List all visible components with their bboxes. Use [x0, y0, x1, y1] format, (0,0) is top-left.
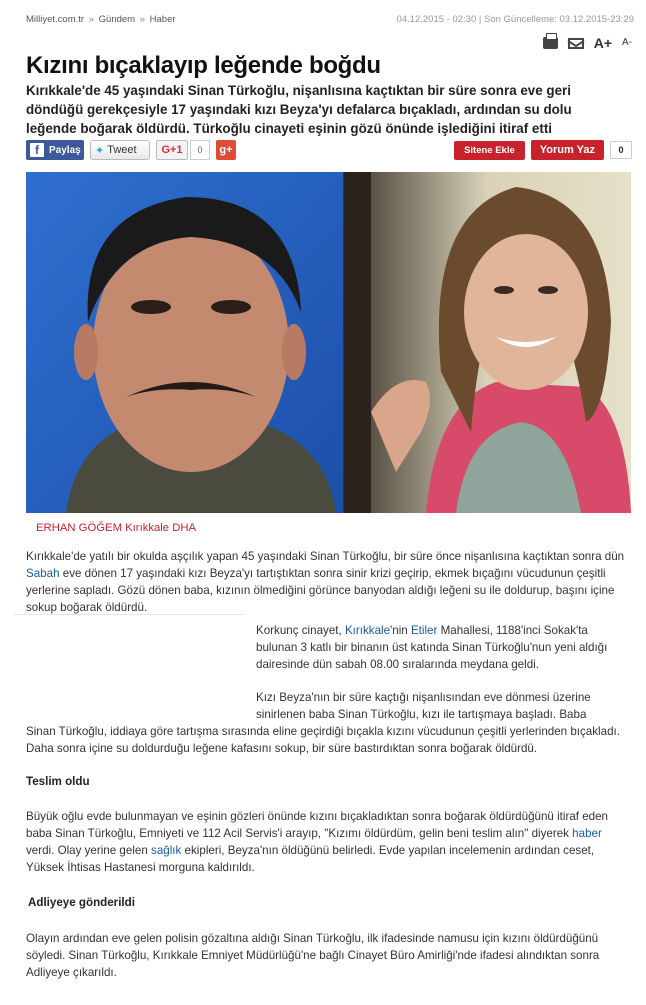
article-photo-image [26, 172, 631, 513]
article-actions [454, 140, 632, 160]
top-bar [26, 14, 634, 25]
paragraph-4-text-b: verdi. Olay yerine gelen [26, 844, 152, 857]
paragraph-1-text-b: eve dönen 17 yaşındaki kızı Beyza'yı tartıştıktan sonra sinir krizi geçirip, ekmek bıçağını vücudunun çeşitli yerlerine sapladı. Gözü dönen baba, kızının ölmediğini görünce banyodan aldığı leğeni su ile doldurup, başını içine sokup boğarak öldürdü. [26, 567, 615, 614]
breadcrumb-separator: » [88, 14, 94, 25]
article-summary: Kırıkkale'de 45 yaşındaki Sinan Türkoğlu, nişanlısına kaçtıktan bir süre sonra eve geri döndüğü gerekçesiyle 17 yaşındaki kızı Beyza'yı defalarca bıçakladı, ardından su dolu leğende boğarak öldürdü. Türkoğlu cinayeti eşinin gözü önünde işlediğini itiraf etti [26, 83, 572, 136]
font-increase-button[interactable]: A+ [593, 35, 612, 51]
write-comment-button[interactable]: Yorum Yaz [531, 140, 604, 160]
paragraph-4-text-a: Büyük oğlu evde bulunmayan ve eşinin gözleri önünde kızını bıçakladıktan sonra boğarak öldürdüğünü itiraf eden baba Sinan Türkoğlu, Emniyeti ve 112 Acil Servis'i arayıp, "Kızımı öldürdüm, gelin beni teslim alın" diyerek [26, 810, 609, 840]
paragraph-1-text-a: Kırıkkale'de yatılı bir okulda aşçılık yapan 45 yaşındaki Sinan Türkoğlu, bir süre önce nişanlısına kaçtıktan sonra dün [26, 550, 625, 563]
breadcrumb-category[interactable]: Haber [149, 14, 176, 25]
paragraph-2-text-a: Korkunç cinayet, [256, 624, 345, 637]
article-tools [543, 36, 632, 50]
paragraph-2 [256, 622, 631, 673]
paragraph-2-text-b: 'nin [390, 624, 411, 637]
breadcrumb-site[interactable]: Milliyet.com.tr [26, 14, 85, 25]
published-date: 04.12.2015 - 02:30 [396, 14, 477, 25]
article-dates [396, 14, 634, 25]
article-photo [26, 172, 631, 513]
add-to-site-button[interactable]: Sitene Ekle [454, 141, 525, 160]
twitter-bird-icon: ✦ [95, 144, 105, 157]
subheading-adliyeye-gonderildi: Adliyeye gönderildi [28, 896, 135, 909]
updated-date: Son Güncelleme: 03.12.2015-23:29 [484, 14, 634, 25]
tweet-button[interactable] [90, 140, 150, 160]
divider [14, 614, 244, 615]
breadcrumb-separator: » [139, 14, 146, 25]
link-haber[interactable]: haber [572, 827, 602, 840]
facebook-icon: f [30, 143, 44, 157]
gplus-one-widget [156, 140, 210, 160]
gplus-share-button[interactable]: g+ [216, 140, 236, 160]
paragraph-4-text-c: ekipleri, Beyza'nın öldüğünü belirledi. Evde yapılan incelemenin ardından ceset, Yüksek İhtisas Hastanesi morguna kaldırıldı. [26, 844, 595, 874]
print-icon[interactable] [543, 37, 558, 49]
facebook-share-label: Paylaş [49, 144, 81, 156]
paragraph-4 [26, 808, 631, 876]
link-kirikkale[interactable]: Kırıkkale [344, 624, 391, 637]
subheading-teslim-oldu: Teslim oldu [26, 775, 90, 788]
link-etiler[interactable]: Etiler [410, 624, 438, 637]
facebook-share-button[interactable] [26, 140, 84, 160]
font-decrease-button[interactable]: A- [622, 37, 632, 48]
paragraph-3-lead: Kızı Beyza'nın bir süre kaçtığı nişanlısından eve dönmesi üzerine sinirlenen baba Sinan Türkoğlu, kızı ile tartışmaya başladı. Baba [256, 691, 591, 721]
paragraph-5: Olayın ardından eve gelen polisin gözaltına aldığı Sinan Türkoğlu, ilk ifadesinde namusu için kızını öldürdüğünü söyledi. Sinan Türkoğlu, Kırıkkale Emniyet Müdürlüğü'ne bağlı Cinayet Büro Amirliği'nde ifadesi alındıktan sonra Adliyeye çıkarıldı. [26, 932, 600, 979]
paragraph-2-text-c: Mahallesi, 1188'inci Sokak'ta bulunan 3 katlı bir binanın üst katında Sinan Türkoğlu'nun yeni aldığı dairesinde dün sabah 08.00 sıralarında meydana geldi. [256, 624, 608, 671]
paragraph-1 [26, 548, 631, 616]
link-sabah[interactable]: Sabah [26, 567, 60, 580]
tweet-label: Tweet [107, 144, 137, 156]
comment-count: 0 [610, 141, 632, 159]
social-share-bar [26, 140, 236, 160]
mail-icon[interactable] [568, 38, 584, 49]
link-saglik[interactable]: sağlık [151, 844, 182, 857]
gplus-one-count: 0 [190, 140, 210, 160]
article-title: Kızını bıçaklayıp leğende boğdu [26, 52, 381, 79]
gplus-one-button[interactable]: G+1 [156, 140, 188, 160]
breadcrumb-section[interactable]: Gündem [98, 14, 136, 25]
paragraph-3: Sinan Türkoğlu, iddiaya göre tartışma sırasında eline geçirdiği bıçakla kızını vücudunun çeşitli yerlerinden bıçakladı. Daha sonra içine su doldurduğu leğene kafasını sokup, bir süre bastırdıktan sonra boğarak öldürdü. [26, 725, 620, 755]
photo-credit: ERHAN GÖĞEM Kırıkkale DHA [36, 522, 197, 534]
date-divider: | [478, 14, 482, 25]
